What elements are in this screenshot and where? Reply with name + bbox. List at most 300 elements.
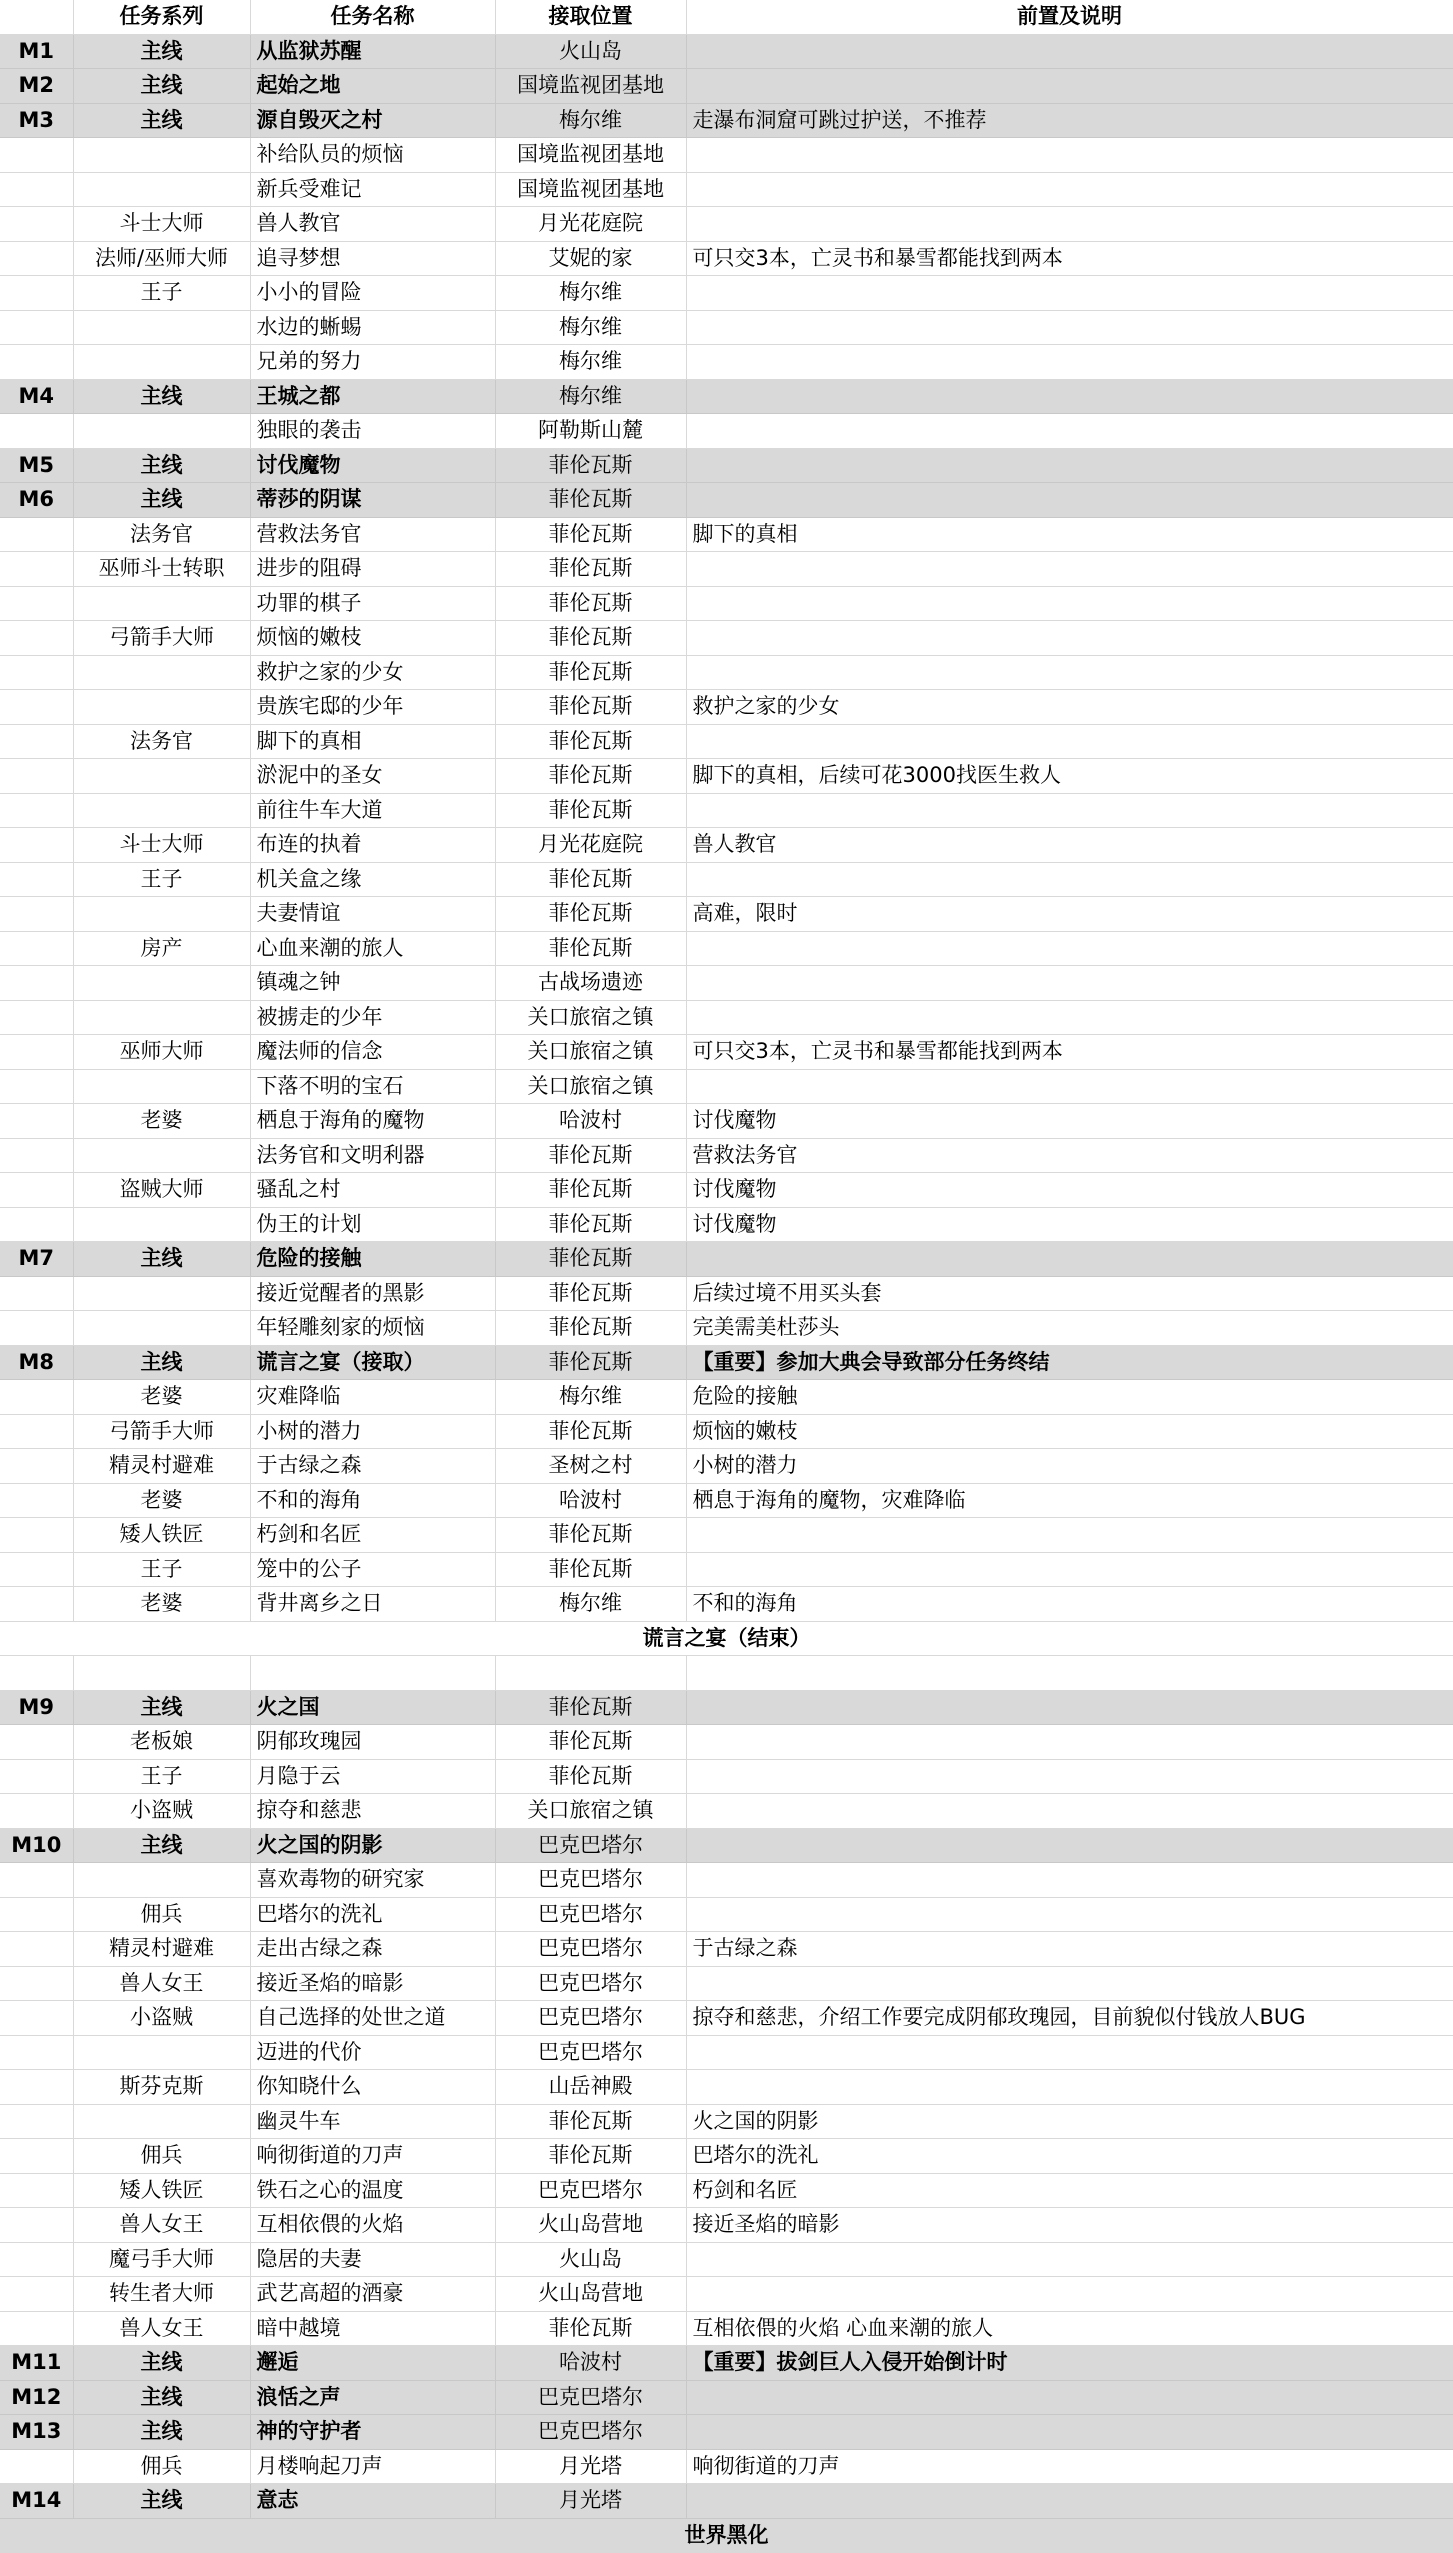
quest-series: 主线 (73, 2415, 250, 2450)
quest-note (686, 2242, 1453, 2277)
quest-id: M12 (0, 2380, 73, 2415)
main-quest-row (0, 103, 1453, 138)
quest-series: 主线 (73, 448, 250, 483)
quest-name: 浪恬之声 (250, 2380, 495, 2415)
main-quest-row (0, 2484, 1453, 2519)
quest-location: 菲伦瓦斯 (495, 862, 686, 897)
quest-location: 巴克巴塔尔 (495, 1828, 686, 1863)
quest-name: 兄弟的努力 (250, 345, 495, 380)
quest-series: 主线 (73, 379, 250, 414)
quest-series: 弓箭手大师 (73, 1414, 250, 1449)
quest-name: 进步的阻碍 (250, 552, 495, 587)
quest-location: 月光塔 (495, 2449, 686, 2484)
main-quest-row (0, 379, 1453, 414)
quest-id: M8 (0, 1345, 73, 1380)
section-row (0, 2518, 1453, 2553)
quest-series: 王子 (73, 1759, 250, 1794)
quest-name (250, 1656, 495, 1691)
quest-series: 老婆 (73, 1483, 250, 1518)
quest-location: 巴克巴塔尔 (495, 2001, 686, 2036)
quest-id (0, 1173, 73, 1208)
quest-series: 盗贼大师 (73, 1173, 250, 1208)
quest-note (686, 552, 1453, 587)
quest-location: 菲伦瓦斯 (495, 655, 686, 690)
quest-location: 巴克巴塔尔 (495, 1932, 686, 1967)
quest-id (0, 1035, 73, 1070)
quest-location: 菲伦瓦斯 (495, 517, 686, 552)
quest-series: 主线 (73, 2380, 250, 2415)
quest-note (686, 448, 1453, 483)
quest-id (0, 552, 73, 587)
quest-id (0, 1897, 73, 1932)
main-quest-row (0, 1345, 1453, 1380)
quest-name: 魔法师的信念 (250, 1035, 495, 1070)
quest-series: 小盗贼 (73, 1794, 250, 1829)
quest-note (686, 310, 1453, 345)
quest-note: 可只交3本，亡灵书和暴雪都能找到两本 (686, 1035, 1453, 1070)
quest-row (0, 552, 1453, 587)
quest-id (0, 1932, 73, 1967)
quest-location: 梅尔维 (495, 276, 686, 311)
quest-row (0, 1863, 1453, 1898)
quest-id (0, 1483, 73, 1518)
quest-note: 完美需美杜莎头 (686, 1311, 1453, 1346)
quest-name: 于古绿之森 (250, 1449, 495, 1484)
quest-id: M4 (0, 379, 73, 414)
quest-series (73, 414, 250, 449)
quest-series: 精灵村避难 (73, 1449, 250, 1484)
quest-row (0, 207, 1453, 242)
quest-series: 王子 (73, 1552, 250, 1587)
quest-location: 国境监视团基地 (495, 138, 686, 173)
quest-name: 月隐于云 (250, 1759, 495, 1794)
quest-id (0, 966, 73, 1001)
quest-id: M2 (0, 69, 73, 104)
quest-series: 矮人铁匠 (73, 1518, 250, 1553)
quest-location: 月光塔 (495, 2484, 686, 2519)
quest-note (686, 1759, 1453, 1794)
quest-name: 伪王的计划 (250, 1207, 495, 1242)
quest-location: 哈波村 (495, 2346, 686, 2381)
quest-note: 于古绿之森 (686, 1932, 1453, 1967)
quest-row (0, 862, 1453, 897)
quest-name: 新兵受难记 (250, 172, 495, 207)
quest-name: 危险的接触 (250, 1242, 495, 1277)
quest-series (73, 1656, 250, 1691)
quest-row (0, 1276, 1453, 1311)
quest-row (0, 1173, 1453, 1208)
quest-series: 斗士大师 (73, 207, 250, 242)
quest-name: 年轻雕刻家的烦恼 (250, 1311, 495, 1346)
quest-series (73, 897, 250, 932)
quest-name: 走出古绿之森 (250, 1932, 495, 1967)
quest-id (0, 138, 73, 173)
quest-row (0, 1000, 1453, 1035)
quest-location: 艾妮的家 (495, 241, 686, 276)
quest-id (0, 1587, 73, 1622)
quest-location: 巴克巴塔尔 (495, 1863, 686, 1898)
quest-id (0, 1380, 73, 1415)
quest-location: 菲伦瓦斯 (495, 793, 686, 828)
quest-series: 精灵村避难 (73, 1932, 250, 1967)
quest-id (0, 2242, 73, 2277)
quest-id (0, 690, 73, 725)
quest-location: 关口旅宿之镇 (495, 1035, 686, 1070)
quest-note (686, 1242, 1453, 1277)
quest-series (73, 2104, 250, 2139)
main-quest-row (0, 2415, 1453, 2450)
quest-id (0, 931, 73, 966)
main-quest-row (0, 2346, 1453, 2381)
quest-note: 救护之家的少女 (686, 690, 1453, 725)
quest-name: 栖息于海角的魔物 (250, 1104, 495, 1139)
quest-name: 阴郁玫瑰园 (250, 1725, 495, 1760)
quest-row (0, 655, 1453, 690)
quest-id: M1 (0, 34, 73, 69)
quest-name: 起始之地 (250, 69, 495, 104)
quest-series: 王子 (73, 862, 250, 897)
quest-series: 斯芬克斯 (73, 2070, 250, 2105)
quest-location: 菲伦瓦斯 (495, 1552, 686, 1587)
quest-note (686, 1656, 1453, 1691)
quest-name: 补给队员的烦恼 (250, 138, 495, 173)
quest-location: 巴克巴塔尔 (495, 1966, 686, 2001)
quest-note (686, 2035, 1453, 2070)
quest-row (0, 2311, 1453, 2346)
quest-location: 火山岛营地 (495, 2277, 686, 2312)
quest-row (0, 1932, 1453, 1967)
quest-name: 朽剑和名匠 (250, 1518, 495, 1553)
quest-series: 巫师斗士转职 (73, 552, 250, 587)
quest-name: 镇魂之钟 (250, 966, 495, 1001)
quest-id (0, 621, 73, 656)
quest-note: 走瀑布洞窟可跳过护送，不推荐 (686, 103, 1453, 138)
quest-location: 国境监视团基地 (495, 172, 686, 207)
quest-location: 梅尔维 (495, 379, 686, 414)
quest-id: M6 (0, 483, 73, 518)
section-title: 谎言之宴（结束） (0, 1621, 1453, 1656)
quest-series (73, 1276, 250, 1311)
quest-row (0, 241, 1453, 276)
quest-location: 哈波村 (495, 1104, 686, 1139)
quest-id (0, 1863, 73, 1898)
quest-location: 圣树之村 (495, 1449, 686, 1484)
quest-location: 菲伦瓦斯 (495, 1725, 686, 1760)
quest-series: 主线 (73, 2484, 250, 2519)
quest-location: 菲伦瓦斯 (495, 1345, 686, 1380)
quest-series (73, 966, 250, 1001)
quest-name: 隐居的夫妻 (250, 2242, 495, 2277)
quest-location: 菲伦瓦斯 (495, 1138, 686, 1173)
quest-series (73, 759, 250, 794)
quest-id (0, 2208, 73, 2243)
quest-series (73, 1863, 250, 1898)
quest-row (0, 2208, 1453, 2243)
quest-name: 兽人教官 (250, 207, 495, 242)
quest-location: 哈波村 (495, 1483, 686, 1518)
quest-name: 接近觉醒者的黑影 (250, 1276, 495, 1311)
quest-location: 梅尔维 (495, 310, 686, 345)
quest-note (686, 2277, 1453, 2312)
quest-series: 弓箭手大师 (73, 621, 250, 656)
quest-name: 铁石之心的温度 (250, 2173, 495, 2208)
quest-location: 菲伦瓦斯 (495, 1518, 686, 1553)
quest-id (0, 1276, 73, 1311)
quest-series: 主线 (73, 34, 250, 69)
quest-note (686, 1725, 1453, 1760)
quest-row (0, 1897, 1453, 1932)
quest-row (0, 2173, 1453, 2208)
quest-name: 背井离乡之日 (250, 1587, 495, 1622)
quest-note (686, 1863, 1453, 1898)
quest-note: 不和的海角 (686, 1587, 1453, 1622)
quest-note (686, 138, 1453, 173)
quest-note: 脚下的真相，后续可花3000找医生救人 (686, 759, 1453, 794)
quest-name: 接近圣焰的暗影 (250, 1966, 495, 2001)
quest-location: 阿勒斯山麓 (495, 414, 686, 449)
quest-id (0, 1518, 73, 1553)
main-quest-row (0, 2380, 1453, 2415)
quest-id (0, 586, 73, 621)
quest-id (0, 897, 73, 932)
quest-rows (0, 34, 1453, 2553)
quest-name: 淤泥中的圣女 (250, 759, 495, 794)
quest-series (73, 793, 250, 828)
quest-row (0, 1725, 1453, 1760)
quest-id: M9 (0, 1690, 73, 1725)
main-quest-row (0, 1828, 1453, 1863)
quest-row (0, 1587, 1453, 1622)
quest-location: 月光花庭院 (495, 828, 686, 863)
quest-id (0, 1759, 73, 1794)
quest-id (0, 2173, 73, 2208)
quest-name: 巴塔尔的洗礼 (250, 1897, 495, 1932)
quest-name: 掠夺和慈悲 (250, 1794, 495, 1829)
section-title: 世界黑化 (0, 2518, 1453, 2553)
quest-row (0, 1104, 1453, 1139)
quest-location: 巴克巴塔尔 (495, 2415, 686, 2450)
quest-row (0, 1035, 1453, 1070)
quest-location: 火山岛营地 (495, 2208, 686, 2243)
quest-series: 主线 (73, 1242, 250, 1277)
quest-name: 独眼的袭击 (250, 414, 495, 449)
quest-id (0, 2035, 73, 2070)
quest-note (686, 2070, 1453, 2105)
quest-series: 主线 (73, 483, 250, 518)
quest-location: 梅尔维 (495, 1380, 686, 1415)
quest-series: 主线 (73, 103, 250, 138)
quest-location: 巴克巴塔尔 (495, 1897, 686, 1932)
quest-location: 菲伦瓦斯 (495, 448, 686, 483)
quest-name: 灾难降临 (250, 1380, 495, 1415)
quest-name: 武艺高超的酒豪 (250, 2277, 495, 2312)
quest-location (495, 1656, 686, 1691)
quest-id (0, 1311, 73, 1346)
quest-name: 幽灵牛车 (250, 2104, 495, 2139)
quest-id (0, 276, 73, 311)
quest-note: 讨伐魔物 (686, 1207, 1453, 1242)
quest-name: 水边的蜥蜴 (250, 310, 495, 345)
quest-location: 菲伦瓦斯 (495, 690, 686, 725)
quest-note: 【重要】参加大典会导致部分任务终结 (686, 1345, 1453, 1380)
quest-note (686, 345, 1453, 380)
quest-name: 谎言之宴（接取） (250, 1345, 495, 1380)
quest-series (73, 345, 250, 380)
quest-series: 主线 (73, 1690, 250, 1725)
quest-id (0, 1000, 73, 1035)
quest-note: 可只交3本，亡灵书和暴雪都能找到两本 (686, 241, 1453, 276)
quest-row (0, 517, 1453, 552)
main-quest-row (0, 1690, 1453, 1725)
quest-series (73, 1138, 250, 1173)
section-row (0, 1621, 1453, 1656)
quest-note: 掠夺和慈悲，介绍工作要完成阴郁玫瑰园，目前貌似付钱放人BUG (686, 2001, 1453, 2036)
quest-series: 法务官 (73, 517, 250, 552)
quest-location: 火山岛 (495, 34, 686, 69)
quest-row (0, 586, 1453, 621)
quest-location: 菲伦瓦斯 (495, 897, 686, 932)
quest-series: 主线 (73, 1828, 250, 1863)
quest-series: 魔弓手大师 (73, 2242, 250, 2277)
quest-series: 佣兵 (73, 2449, 250, 2484)
quest-location: 菲伦瓦斯 (495, 2311, 686, 2346)
header-row (0, 0, 1453, 34)
quest-location: 梅尔维 (495, 345, 686, 380)
quest-name: 脚下的真相 (250, 724, 495, 759)
quest-note (686, 379, 1453, 414)
quest-id: M7 (0, 1242, 73, 1277)
quest-name: 小小的冒险 (250, 276, 495, 311)
quest-id (0, 1104, 73, 1139)
quest-name: 火之国的阴影 (250, 1828, 495, 1863)
quest-series: 王子 (73, 276, 250, 311)
quest-name: 迈进的代价 (250, 2035, 495, 2070)
quest-series (73, 690, 250, 725)
quest-series: 主线 (73, 2346, 250, 2381)
quest-name: 前往牛车大道 (250, 793, 495, 828)
quest-note (686, 1828, 1453, 1863)
main-quest-row (0, 69, 1453, 104)
quest-row (0, 345, 1453, 380)
quest-name: 夫妻情谊 (250, 897, 495, 932)
quest-location: 菲伦瓦斯 (495, 1759, 686, 1794)
quest-note (686, 586, 1453, 621)
quest-note (686, 1069, 1453, 1104)
quest-location: 梅尔维 (495, 103, 686, 138)
quest-row (0, 2139, 1453, 2174)
quest-id (0, 345, 73, 380)
quest-series (73, 310, 250, 345)
quest-row (0, 2035, 1453, 2070)
quest-name: 被掳走的少年 (250, 1000, 495, 1035)
quest-series (73, 138, 250, 173)
quest-location: 菲伦瓦斯 (495, 586, 686, 621)
quest-location: 关口旅宿之镇 (495, 1000, 686, 1035)
quest-note (686, 1690, 1453, 1725)
quest-row (0, 931, 1453, 966)
quest-row (0, 1966, 1453, 2001)
quest-location: 古战场遗迹 (495, 966, 686, 1001)
quest-name: 从监狱苏醒 (250, 34, 495, 69)
quest-name: 源自毁灭之村 (250, 103, 495, 138)
quest-note: 【重要】拔剑巨人入侵开始倒计时 (686, 2346, 1453, 2381)
quest-row (0, 276, 1453, 311)
quest-name: 营救法务官 (250, 517, 495, 552)
quest-row (0, 759, 1453, 794)
quest-id (0, 2449, 73, 2484)
quest-note (686, 724, 1453, 759)
quest-name: 神的守护者 (250, 2415, 495, 2450)
quest-series: 佣兵 (73, 1897, 250, 1932)
quest-name: 布连的执着 (250, 828, 495, 863)
quest-series: 法务官 (73, 724, 250, 759)
quest-location: 菲伦瓦斯 (495, 1690, 686, 1725)
main-quest-row (0, 34, 1453, 69)
quest-note: 小树的潜力 (686, 1449, 1453, 1484)
quest-row (0, 793, 1453, 828)
quest-row (0, 1207, 1453, 1242)
quest-id (0, 1656, 73, 1691)
quest-note (686, 172, 1453, 207)
quest-series: 巫师大师 (73, 1035, 250, 1070)
quest-id (0, 1069, 73, 1104)
quest-note: 兽人教官 (686, 828, 1453, 863)
quest-id (0, 759, 73, 794)
quest-id (0, 655, 73, 690)
quest-note (686, 621, 1453, 656)
quest-series: 老婆 (73, 1104, 250, 1139)
quest-name: 功罪的棋子 (250, 586, 495, 621)
quest-note (686, 966, 1453, 1001)
quest-row (0, 414, 1453, 449)
quest-location: 菲伦瓦斯 (495, 552, 686, 587)
quest-location: 菲伦瓦斯 (495, 1173, 686, 1208)
quest-location: 菲伦瓦斯 (495, 2104, 686, 2139)
quest-id (0, 241, 73, 276)
quest-note: 后续过境不用买头套 (686, 1276, 1453, 1311)
quest-series (73, 2035, 250, 2070)
quest-row (0, 1414, 1453, 1449)
quest-series: 主线 (73, 69, 250, 104)
quest-id: M5 (0, 448, 73, 483)
quest-name: 小树的潜力 (250, 1414, 495, 1449)
quest-note (686, 483, 1453, 518)
quest-note: 火之国的阴影 (686, 2104, 1453, 2139)
quest-series (73, 172, 250, 207)
quest-row (0, 1794, 1453, 1829)
quest-note: 朽剑和名匠 (686, 2173, 1453, 2208)
quest-series: 转生者大师 (73, 2277, 250, 2312)
quest-series: 主线 (73, 1345, 250, 1380)
quest-location: 火山岛 (495, 2242, 686, 2277)
quest-row (0, 2277, 1453, 2312)
quest-name: 烦恼的嫩枝 (250, 621, 495, 656)
quest-note: 营救法务官 (686, 1138, 1453, 1173)
quest-location: 山岳神殿 (495, 2070, 686, 2105)
quest-note (686, 1794, 1453, 1829)
quest-series (73, 586, 250, 621)
quest-note: 栖息于海角的魔物，灾难降临 (686, 1483, 1453, 1518)
quest-note: 响彻街道的刀声 (686, 2449, 1453, 2484)
quest-series: 兽人女王 (73, 2311, 250, 2346)
quest-name: 喜欢毒物的研究家 (250, 1863, 495, 1898)
quest-name: 骚乱之村 (250, 1173, 495, 1208)
quest-series (73, 1069, 250, 1104)
quest-row (0, 138, 1453, 173)
quest-series: 老婆 (73, 1587, 250, 1622)
quest-id (0, 1449, 73, 1484)
quest-series (73, 1000, 250, 1035)
